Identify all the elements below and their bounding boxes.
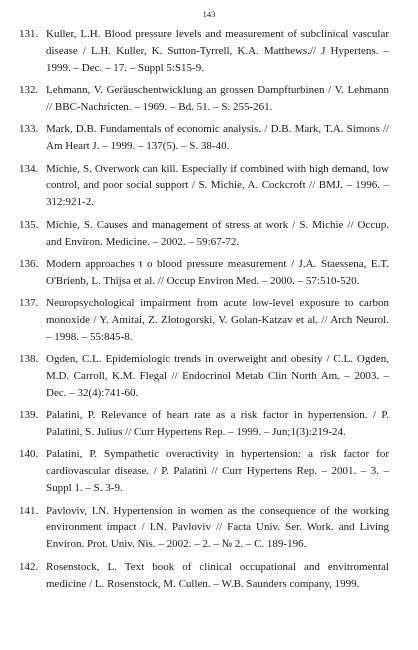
reference-item — [0, 26, 418, 77]
reference-number: 141. — [19, 504, 39, 517]
reference-item — [0, 82, 418, 116]
reference-number: 140. — [19, 448, 39, 461]
reference-text: Mark, D.B. Fundamentals of economic analysis. / D.B. Mark, T.A. Simons // Am Heart J. – 1999. – 137(5). – S. 38-40. — [46, 123, 389, 153]
reference-number: 142. — [19, 560, 39, 573]
reference-text: Ogden, C.L. Epidemiologic trends in overweight and obesity / C.L. Ogden, M.D. Carroll, K.M. Flegal // Endocrinol Metab Clin North Am. – 2003. – Dec. – 32(4):741-60. — [46, 353, 389, 399]
reference-number: 134. — [19, 162, 39, 175]
reference-number: 137. — [19, 297, 39, 310]
reference-item — [0, 559, 418, 593]
reference-item — [0, 503, 418, 554]
reference-number: 139. — [19, 409, 39, 422]
reference-text: Michie, S. Causes and management of stress at work / S. Michie // Occup. and Environ. Medicine. – 2002. – 59:67-72. — [46, 218, 389, 248]
reference-text: Rosenstock, L. Text book of clinical occupational and envitromental medicine / L. Rosenstock, M. Cullen. – W.B. Saunders company, 1999. — [46, 560, 389, 590]
reference-number: 131. — [19, 28, 39, 40]
reference-text: Michie, S. Overwork can kill. Especially if combined with high demand, low control, and poor social support / S. Michie, A. Cockcroft // BMJ. – 1996. – 312:921-2. — [46, 162, 389, 209]
reference-text: Palatini, P. Sympathetic overactivity in hypertension: a risk factor for cardiovascular disease. / P. Palatini // Curr Hypertens Rep. – 2001. – 3. – Suppl 1. – S. 3-9. — [46, 448, 389, 495]
page-number: 143 — [202, 9, 216, 19]
reference-list — [0, 26, 418, 598]
reference-number: 138. — [19, 353, 39, 366]
reference-item — [0, 256, 418, 290]
reference-item — [0, 121, 418, 155]
reference-item — [0, 351, 418, 402]
reference-number: 136. — [19, 257, 39, 270]
reference-number: 132. — [19, 84, 39, 97]
reference-item — [0, 295, 418, 346]
reference-text: Pavloviv, I.N. Hypertension in women as the consequence of the working environment impact / I.N. Pavloviv // Facta Univ. Ser. Work. and Living Environ. Prot. Univ. Nis. – 2002. – 2. – № 2. – C. 189-196. — [46, 504, 389, 551]
reference-item — [0, 161, 418, 212]
reference-text: Lehmann, V. Geräuschentwicklung an grossen Dampfturbinen / V. Lehmann // BBC-Nachricten. – 1969. – Bd. 51. – S. 255-261. — [46, 84, 389, 114]
reference-text: Neuropsychological impairment from acute low-level exposure to carbon monoxide / Y. Amitai, Z. Zlotogorski, V. Golan-Katzav et al. // Arch Neurol. – 1998. – 55:845-8. — [46, 297, 389, 343]
reference-item — [0, 407, 418, 441]
reference-number: 135. — [19, 218, 39, 231]
reference-item — [0, 217, 418, 251]
reference-item — [0, 446, 418, 497]
reference-text: Kuller, L.H. Blood pressure levels and measurement of subclinical vascular disease / L.H. Kuller, K. Sutton-Tyrrell, K.A. Matthews.// J Hypertens. – 1999. – Dec. – 17. – Suppl 5:S15-9. — [46, 28, 389, 74]
reference-text: Modern approaches t o blood pressure measurement / J.A. Staessena, E.T. O'Brienb, L. Thijsa et al. // Occup Environ Med. – 2000. – 57:510-520. — [46, 257, 389, 287]
reference-number: 133. — [19, 123, 39, 136]
reference-text: Palatini, P. Relevance of heart rate as a risk factor in hypertension. / P. Palatini, S. Julius // Curr Hypertens Rep. – 1999. – Jun;1(3):219-24. — [46, 409, 389, 439]
